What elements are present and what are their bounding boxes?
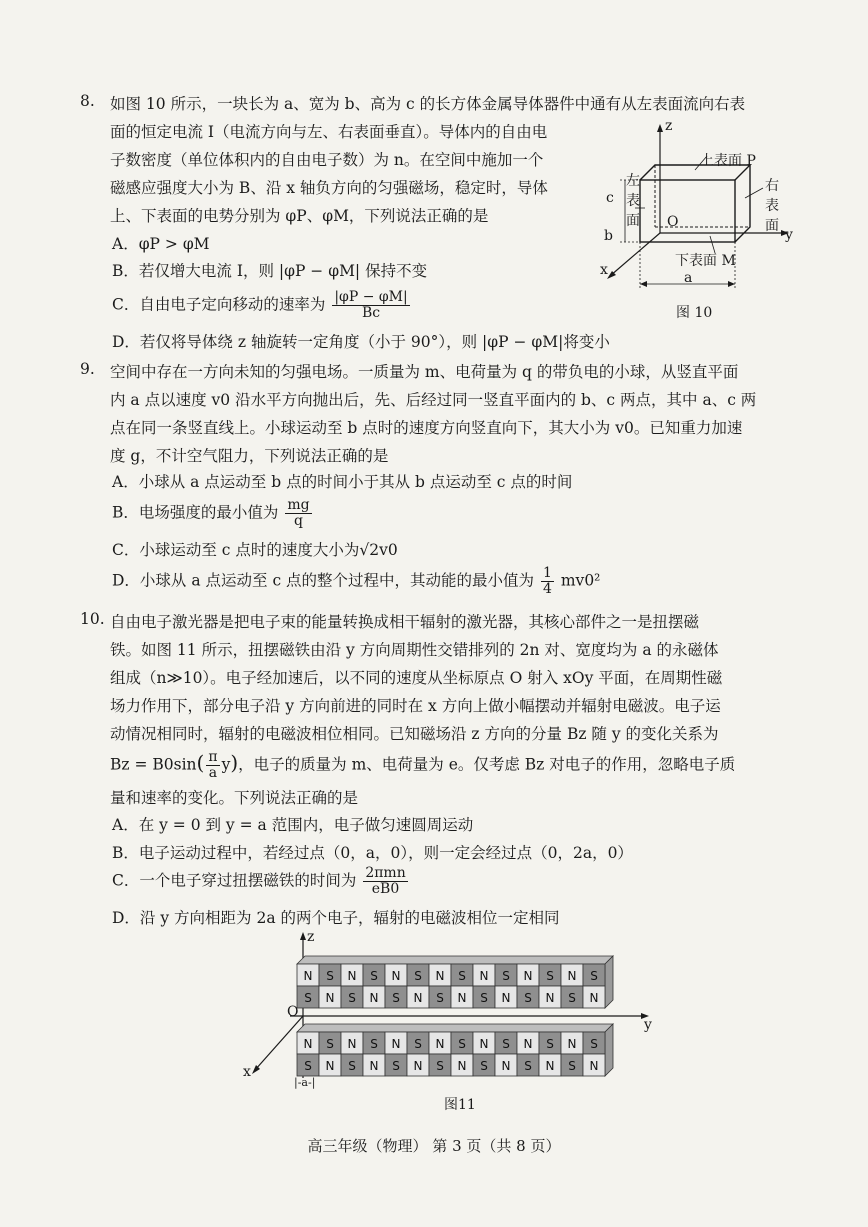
fig11-upper-magnet-label: S <box>502 969 510 983</box>
fig10-axis-x: x <box>600 262 608 278</box>
fig11-upper-magnet-label: N <box>413 991 423 1005</box>
q8-option-c-fraction: $\frac{|\varphi P - \varphi M|}{Bc}$ <box>334 289 408 321</box>
fig10-right-2: 表 <box>765 198 779 214</box>
fig10-top-surface: 上表面 P <box>700 153 756 169</box>
fig11-lower-magnet-label: S <box>414 1037 422 1051</box>
q10-formula-fraction: $\frac{\pi}{a}$ <box>208 749 218 781</box>
fig11-upper-magnet-label: S <box>436 991 444 1005</box>
fig11-axis-y: y <box>644 1017 652 1033</box>
q10-formula-var: y <box>221 755 231 774</box>
fig11-lower-magnet-label: S <box>392 1059 400 1073</box>
fig10-left-1: 左 <box>626 173 640 189</box>
fig11-lower-magnet-label: N <box>479 1037 489 1051</box>
fig10-right-3: 面 <box>765 218 779 234</box>
q9-line-4: 度 g，不计空气阻力，下列说法正确的是 <box>110 447 389 465</box>
q8-option-d: D．若仅将导体绕 z 轴旋转一定角度（小于 90°），则 |φP − φM|将变小 <box>112 333 610 351</box>
q10-option-d: D．沿 y 方向相距为 2a 的两个电子，辐射的电磁波相位一定相同 <box>112 909 560 927</box>
q10-line-6-text: ，电子的质量为 m、电荷量为 e。仅考虑 Bz 对电子的作用，忽略电子质 <box>238 755 736 774</box>
q10-option-b: B．电子运动过程中，若经过点（0，a，0），则一定会经过点（0，2a，0） <box>112 844 633 862</box>
q9-option-b-text: B．电场强度的最小值为 <box>112 503 279 522</box>
fig11-lower-magnet-label: S <box>480 1059 488 1073</box>
fig11-upper-magnet-label: S <box>590 969 598 983</box>
fig10-caption: 图 10 <box>676 305 713 321</box>
fig11-lower-magnet-label: N <box>523 1037 533 1051</box>
fig11-lower-magnet-label: S <box>436 1059 444 1073</box>
fig10-right-1: 右 <box>765 178 779 194</box>
fig11-lower-magnet-label: S <box>546 1037 554 1051</box>
q9-option-d <box>112 566 600 597</box>
fig11-upper-magnet-label: S <box>458 969 466 983</box>
fig11-lower-magnet-label: N <box>567 1037 577 1051</box>
fig11-lower-magnet-label: N <box>347 1037 357 1051</box>
q9-option-a: A．小球从 a 点运动至 b 点的时间小于其从 b 点运动至 c 点的时间 <box>112 473 573 491</box>
fig10-axis-z: z <box>665 118 673 134</box>
fig11-upper-magnet-label: N <box>545 991 555 1005</box>
fig11-upper-magnet-label: S <box>524 991 532 1005</box>
fig11-upper-magnet-label: N <box>589 991 599 1005</box>
fig11-upper-magnet-label: S <box>392 991 400 1005</box>
fig11-axis-z: z <box>307 929 315 945</box>
fig11-lower-magnet-label: S <box>304 1059 312 1073</box>
fig11-lower-magnet-label: S <box>524 1059 532 1073</box>
q8-line-4: 磁感应强度大小为 B、沿 x 轴负方向的匀强磁场，稳定时，导体 <box>110 179 548 197</box>
fig11-upper-magnet-label: N <box>479 969 489 983</box>
figure-11-magnets <box>240 928 670 1098</box>
fig11-upper-magnet-label: N <box>369 991 379 1005</box>
fig11-lower-side-face <box>605 1024 613 1076</box>
q10-number: 10. <box>80 610 105 628</box>
q10-line-5: 动情况相同时，辐射的电磁波相位相同。已知磁场沿 z 方向的分量 Bz 随 y 的变化关系为 <box>110 725 719 743</box>
fig10-axis-y: y <box>785 227 793 243</box>
q8-option-a: A．φP > φM <box>112 235 210 253</box>
fig11-upper-magnet-label: S <box>568 991 576 1005</box>
fig11-upper-magnet-label: S <box>480 991 488 1005</box>
q9-option-d-fraction: $\frac{1}{4}$ <box>543 565 552 597</box>
q10-option-c-fraction: $\frac{\text{2πmn}}{eB0}$ <box>365 865 406 897</box>
q9-line-1: 空间中存在一方向未知的匀强电场。一质量为 m、电荷量为 q 的带负电的小球，从竖直平面 <box>110 363 739 381</box>
q10-option-c-text: C．一个电子穿过扭摆磁铁的时间为 <box>112 871 357 890</box>
q10-line-2: 铁。如图 11 所示，扭摆磁铁由沿 y 方向周期性交错排列的 2n 对、宽度均为 a 的永磁体 <box>110 641 719 659</box>
fig11-lower-magnet-label: N <box>325 1059 335 1073</box>
fig11-lower-magnet-label: N <box>303 1037 313 1051</box>
fig11-upper-magnet-label: S <box>546 969 554 983</box>
fig11-axis-x: x <box>243 1064 251 1080</box>
fig11-caption: 图11 <box>444 1097 476 1113</box>
q9-option-b <box>112 498 314 529</box>
q8-option-b: B．若仅增大电流 I，则 |φP − φM| 保持不变 <box>112 262 428 280</box>
fig11-upper-magnet-label: N <box>501 991 511 1005</box>
fig11-origin: O <box>287 1004 299 1020</box>
fig11-upper-magnet-label: S <box>348 991 356 1005</box>
q10-line-6: Bz = B0sin( $\frac{\pi}{a}$ y)，电子的质量为 m、电荷量为 e。仅考虑 Bz 对电子的作用，忽略电子质 <box>110 749 736 781</box>
fig11-upper-magnet-label: S <box>304 991 312 1005</box>
fig11-upper-top-face <box>297 956 613 964</box>
fig10-dim-b: b <box>604 228 613 244</box>
q9-number: 9. <box>80 360 95 378</box>
fig11-lower-magnet-label: N <box>545 1059 555 1073</box>
q10-line-7: 量和速率的变化。下列说法正确的是 <box>110 789 359 807</box>
fig11-lower-magnet-label: S <box>568 1059 576 1073</box>
fig11-lower-magnet-label: N <box>391 1037 401 1051</box>
q9-line-3: 点在同一条竖直线上。小球运动至 b 点时的速度方向竖直向下，其大小为 v0。已知重力加速 <box>110 419 743 437</box>
fig11-lower-magnet-label: S <box>326 1037 334 1051</box>
q10-line-3: 组成（n≫10）。电子经加速后，以不同的速度从坐标原点 O 射入 xOy 平面，在周期性磁 <box>110 669 723 687</box>
fig11-lower-magnet-label: N <box>413 1059 423 1073</box>
q8-number: 8. <box>80 92 95 110</box>
q10-line-1: 自由电子激光器是把电子束的能量转换成相干辐射的激光器，其核心部件之一是扭摆磁 <box>110 613 700 631</box>
q9-line-2: 内 a 点以速度 v0 沿水平方向抛出后，先、后经过同一竖直平面内的 b、c 两点，其中 a、c 两 <box>110 391 757 409</box>
fig11-upper-magnet-label: N <box>567 969 577 983</box>
q8-line-3: 子数密度（单位体积内的自由电子数）为 n。在空间中施加一个 <box>110 151 544 169</box>
fig11-upper-magnet-label: N <box>523 969 533 983</box>
fig11-lower-magnet-label: S <box>458 1037 466 1051</box>
fig11-upper-magnet-label: N <box>435 969 445 983</box>
fig11-lower-magnet-label: S <box>348 1059 356 1073</box>
q8-option-c <box>112 290 412 321</box>
fig11-lower-magnet-label: S <box>370 1037 378 1051</box>
q10-option-a: A．在 y = 0 到 y = a 范围内，电子做匀速圆周运动 <box>112 816 474 834</box>
fig11-upper-side-face <box>605 956 613 1008</box>
fig11-upper-magnet-label: S <box>414 969 422 983</box>
fig11-lower-magnet-label: N <box>435 1037 445 1051</box>
q9-option-d-suffix: mv0² <box>560 571 601 590</box>
fig11-lower-magnet-label: N <box>501 1059 511 1073</box>
q10-line-4: 场力作用下，部分电子沿 y 方向前进的同时在 x 方向上做小幅摆动并辐射电磁波。电子运 <box>110 697 721 715</box>
fig11-lower-magnet-label: N <box>589 1059 599 1073</box>
fig10-dim-c: c <box>606 190 614 206</box>
q9-option-c: C．小球运动至 c 点时的速度大小为√2v0 <box>112 541 398 559</box>
q9-option-d-text: D．小球从 a 点运动至 c 点的整个过程中，其动能的最小值为 <box>112 571 535 590</box>
fig11-lower-top-face <box>297 1024 613 1032</box>
fig11-upper-magnet-label: N <box>303 969 313 983</box>
fig11-lower-magnet-label: N <box>369 1059 379 1073</box>
fig11-lower-magnet-label: S <box>590 1037 598 1051</box>
fig11-lower-magnet-label: N <box>457 1059 467 1073</box>
q8-option-c-text: C．自由电子定向移动的速率为 <box>112 295 326 314</box>
q10-formula-prefix: Bz = B0sin <box>110 755 197 774</box>
q8-line-1: 如图 10 所示，一块长为 a、宽为 b、高为 c 的长方体金属导体器件中通有从左表面流向右表 <box>110 95 746 113</box>
fig11-width-mark: |-a-| <box>294 1076 316 1089</box>
fig10-dim-a: a <box>684 270 693 286</box>
fig11-upper-magnet-label: N <box>391 969 401 983</box>
fig11-upper-magnet-label: N <box>325 991 335 1005</box>
fig10-left-2: 表 <box>626 193 640 209</box>
fig11-upper-magnet-label: N <box>457 991 467 1005</box>
page-footer: 高三年级（物理） 第 3 页（共 8 页） <box>307 1137 561 1155</box>
q8-line-2: 面的恒定电流 I（电流方向与左、右表面垂直）。导体内的自由电 <box>110 123 548 141</box>
q10-option-c <box>112 866 410 897</box>
fig10-left-3: 面 <box>626 213 640 229</box>
fig11-upper-magnet-label: S <box>326 969 334 983</box>
q8-line-5: 上、下表面的电势分别为 φP、φM，下列说法正确的是 <box>110 207 489 225</box>
fig10-origin: O <box>667 214 679 230</box>
fig11-lower-magnet-label: S <box>502 1037 510 1051</box>
fig11-upper-magnet-label: N <box>347 969 357 983</box>
q9-option-b-fraction: $\frac{mg}{q}$ <box>287 497 310 529</box>
fig11-upper-magnet-label: S <box>370 969 378 983</box>
fig10-bottom-surface: 下表面 M <box>675 253 736 269</box>
